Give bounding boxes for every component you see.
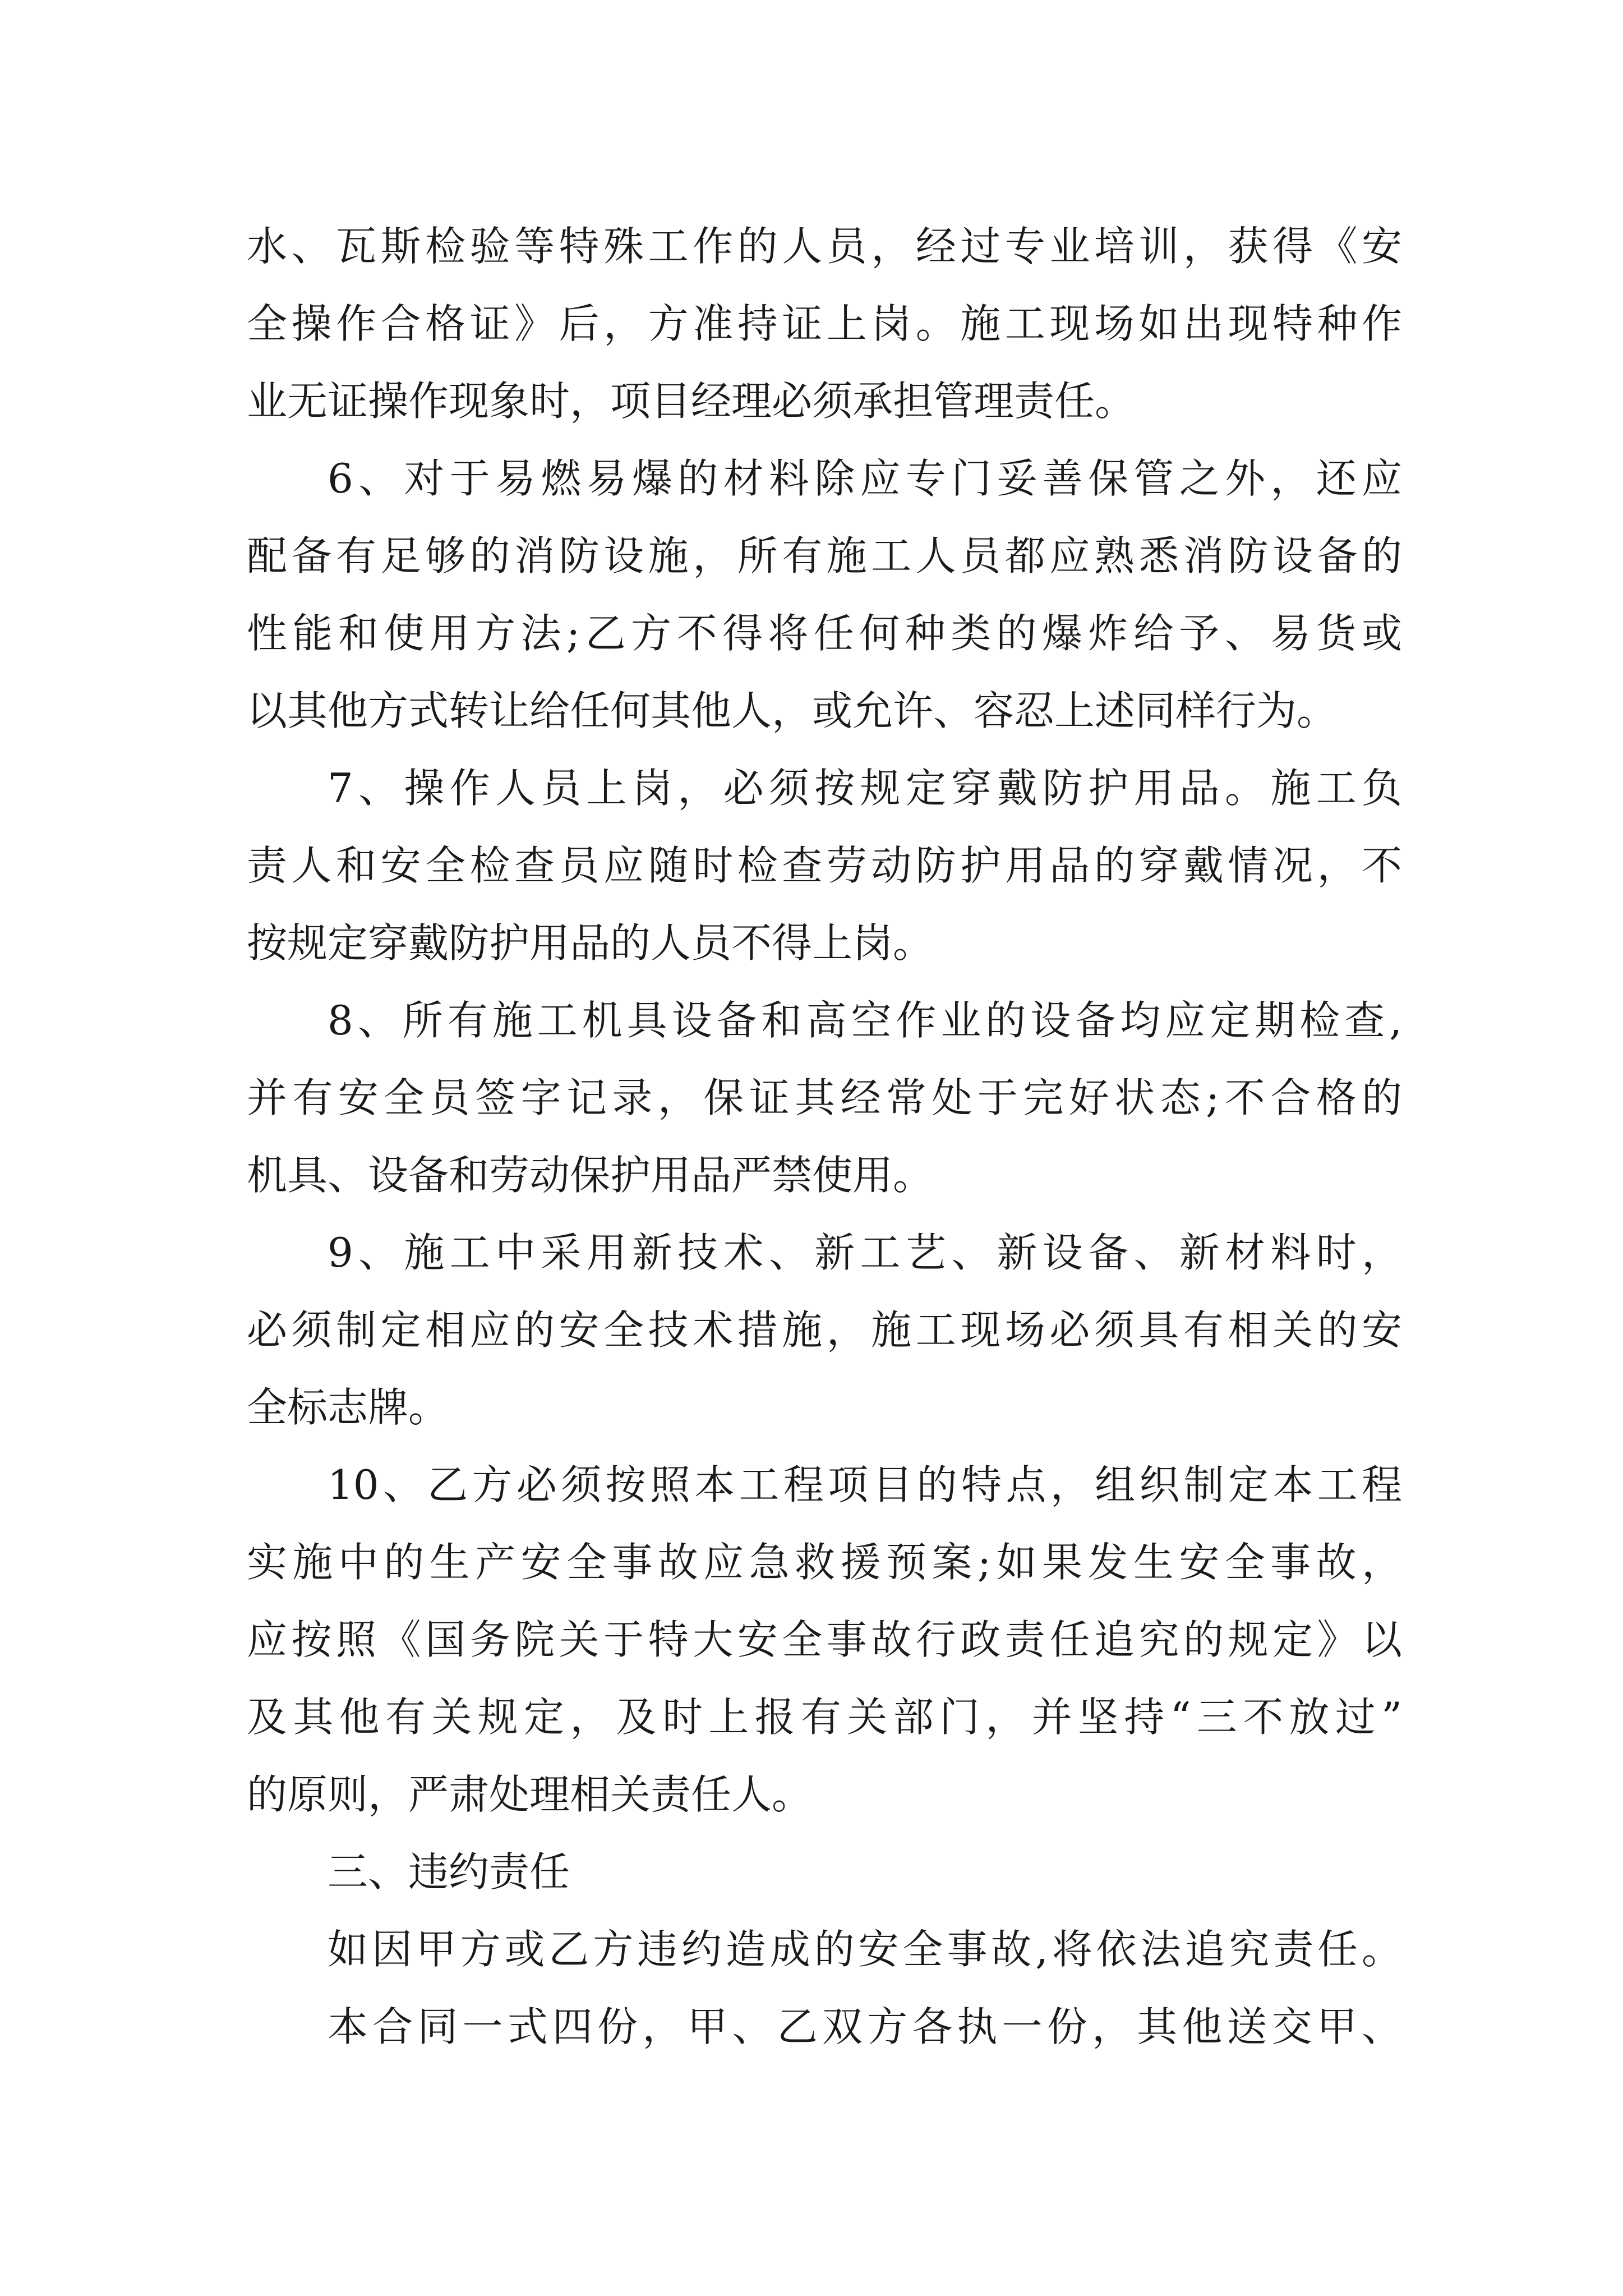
text-line: 业无证操作现象时，项目经理必须承担管理责任。 — [247, 378, 1136, 425]
text-line: 实施中的生产安全事故应急救援预案;如果发生安全事故， — [247, 1539, 1402, 1586]
text-line: 水、瓦斯检验等特殊工作的人员，经过专业培训，获得《安 — [247, 223, 1402, 270]
text-line: 全标志牌。 — [247, 1384, 449, 1431]
text-line: 如因甲方或乙方违约造成的安全事故,将依法追究责任。 — [328, 1926, 1402, 1973]
text-line: 7、操作人员上岗，必须按规定穿戴防护用品。施工负 — [328, 765, 1402, 812]
text-line: 6、对于易燃易爆的材料除应专门妥善保管之外，还应 — [328, 455, 1402, 502]
text-line: 8、所有施工机具设备和高空作业的设备均应定期检查, — [328, 997, 1402, 1044]
text-line: 应按照《国务院关于特大安全事故行政责任追究的规定》以 — [247, 1616, 1402, 1663]
text-line: 按规定穿戴防护用品的人员不得上岗。 — [247, 919, 934, 967]
text-line: 并有安全员签字记录，保证其经常处于完好状态;不合格的 — [247, 1074, 1402, 1121]
document-body — [247, 208, 1402, 2065]
text-line: 责人和安全检查员应随时检查劳动防护用品的穿戴情况，不 — [247, 842, 1402, 889]
text-line: 本合同一式四份，甲、乙双方各执一份，其他送交甲、 — [328, 2003, 1402, 2050]
text-line: 以其他方式转让给任何其他人，或允许、容忍上述同样行为。 — [247, 687, 1338, 734]
text-line: 必须制定相应的安全技术措施，施工现场必须具有相关的安 — [247, 1306, 1402, 1354]
text-line: 性能和使用方法;乙方不得将任何种类的爆炸给予、易货或 — [247, 610, 1402, 657]
text-line: 10、乙方必须按照本工程项目的特点，组织制定本工程 — [328, 1461, 1402, 1508]
text-line: 全操作合格证》后，方准持证上岗。施工现场如出现特种作 — [247, 300, 1402, 347]
text-line: 及其他有关规定，及时上报有关部门，并坚持“三不放过” — [247, 1694, 1402, 1741]
section-heading: 三、违约责任 — [328, 1848, 570, 1895]
text-line: 的原则，严肃处理相关责任人。 — [247, 1771, 813, 1818]
text-line: 9、施工中采用新技术、新工艺、新设备、新材料时， — [328, 1229, 1402, 1276]
text-line: 机具、设备和劳动保护用品严禁使用。 — [247, 1152, 934, 1199]
text-line: 配备有足够的消防设施，所有施工人员都应熟悉消防设备的 — [247, 532, 1402, 579]
